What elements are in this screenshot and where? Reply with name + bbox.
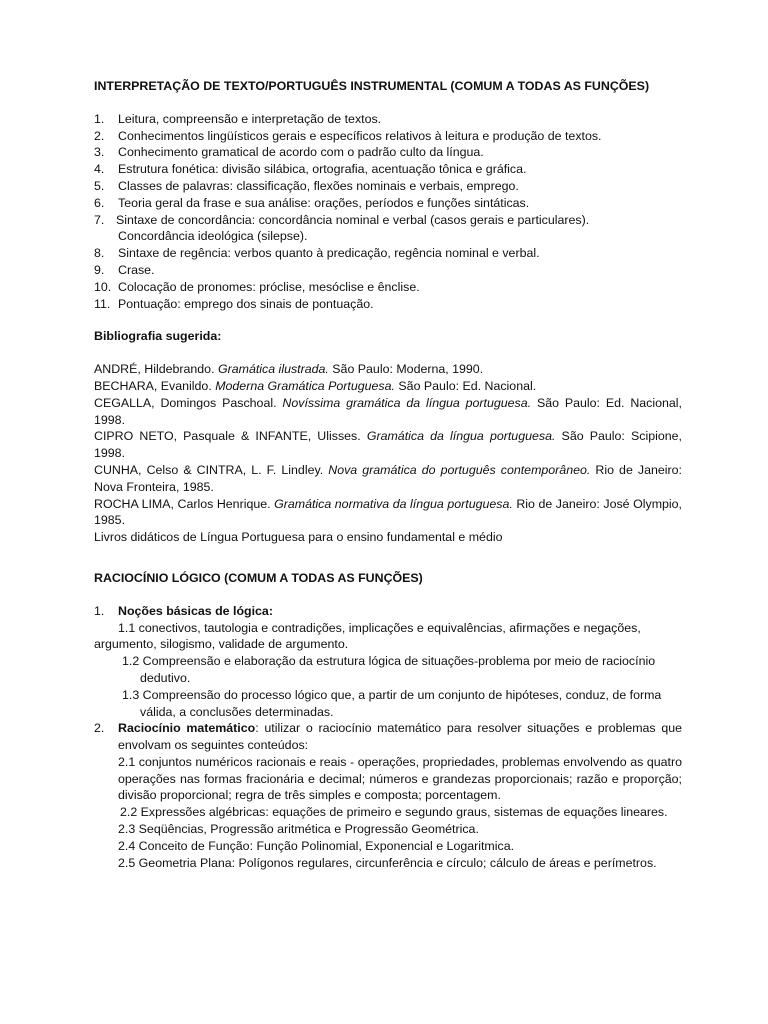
bibliography-entry: CEGALLA, Domingos Paschoal. Novíssima gramática da língua portuguesa. São Paulo: Ed. Nacional, 1998.: [94, 395, 682, 427]
bibliography-list: [94, 361, 682, 546]
list-item: 3. Conhecimento gramatical de acordo com o padrão culto da língua.: [94, 145, 484, 160]
list-item: 11. Pontuação: emprego dos sinais de pontuação.: [94, 296, 374, 311]
list-item-continuation: Concordância ideológica (silepse).: [118, 229, 308, 244]
item2-sub1: 2.1 conjuntos numéricos racionais e reais - operações, propriedades, problemas envolvendo as quatro operações nas formas fracionária e decimal; números e grandezas proporcionais; razão e proporção; divisão proporcional; regra de três simples e composta; porcentagem.: [118, 754, 682, 803]
list-item: 9. Crase.: [94, 262, 155, 277]
bibliography-title: Bibliografia sugerida:: [94, 329, 222, 344]
item2-sub2: 2.2 Expressões algébricas: equações de primeiro e segundo graus, sistemas de equações lineares.: [120, 805, 668, 820]
item2-sub4: 2.4 Conceito de Função: Função Polinomial, Exponencial e Logaritmica.: [118, 838, 515, 853]
bibliography-entry: ROCHA LIMA, Carlos Henrique. Gramática normativa da língua portuguesa. Rio de Janeiro: José Olympio, 1985.: [94, 496, 682, 528]
list-item: 7. Sintaxe de concordância: concordância nominal e verbal (casos gerais e particulares).: [94, 212, 590, 227]
item1-sub1: 1.1 conectivos, tautologia e contradições, implicações e equivalências, afirmações e negações, argumento, silogismo, validade de argumento.: [94, 620, 641, 652]
item1-sub3: 1.3 Compreensão do processo lógico que, a partir de um conjunto de hipóteses, conduz, de forma válida, a conclusões determinadas.: [122, 687, 662, 719]
list-item: 10. Colocação de pronomes: próclise, mesóclise e ênclise.: [94, 279, 420, 294]
section2-title: RACIOCÍNIO LÓGICO (COMUM A TODAS AS FUNÇÕES): [94, 570, 423, 585]
item2-sub3: 2.3 Seqüências, Progressão aritmética e Progressão Geométrica.: [118, 822, 479, 837]
bibliography-entry: CUNHA, Celso & CINTRA, L. F. Lindley. Nova gramática do português contemporâneo. Rio de Janeiro: Nova Fronteira, 1985.: [94, 462, 682, 494]
bibliography-note: Livros didáticos de Língua Portuguesa para o ensino fundamental e médio: [94, 530, 503, 545]
list-item: 2. Conhecimentos lingüísticos gerais e específicos relativos à leitura e produção de textos.: [94, 128, 602, 143]
section1-list: [94, 111, 682, 313]
item2-sub5: 2.5 Geometria Plana: Polígonos regulares, circunferência e círculo; cálculo de áreas e perímetros.: [118, 855, 657, 870]
section2-item2: 2. Raciocínio matemático: utilizar o raciocínio matemático para resolver situações e problemas que envolvam os seguintes conteúdos: 2.1 conjuntos numéricos racionais e reais - operações, propriedades, problemas envolvendo as quatro operações nas formas fracionária e decimal; números e grandezas proporcionais; razão e proporção; divisão proporcional; regra de três simples e composta; porcentagem. 2.2 Expressões algébricas: equações de primeiro e segundo graus, sistemas de equações lineares. 2.3 Seqüências, Progressão aritmética e Progressão Geométrica. 2.4 Conceito de Função: Função Polinomial, Exponencial e Logaritmica. 2.5 Geometria Plana: Polígonos regulares, circunferência e círculo; cálculo de áreas e perímetros.: [94, 721, 682, 870]
item1-label: Noções básicas de lógica:: [118, 603, 273, 618]
list-item: 4. Estrutura fonética: divisão silábica, ortografia, acentuação tônica e gráfica.: [94, 162, 527, 177]
bibliography-entry: BECHARA, Evanildo. Moderna Gramática Portuguesa. São Paulo: Ed. Nacional.: [94, 378, 537, 393]
document-page: [94, 78, 682, 871]
list-item: 6. Teoria geral da frase e sua análise: orações, períodos e funções sintáticas.: [94, 195, 530, 210]
bibliography-entry: CIPRO NETO, Pasquale & INFANTE, Ulisses. Gramática da língua portuguesa. São Paulo: Scipione, 1998.: [94, 429, 682, 461]
item2-label: Raciocínio matemático: [118, 721, 256, 736]
list-item: 1. Leitura, compreensão e interpretação de textos.: [94, 111, 382, 126]
bibliography-entry: ANDRÉ, Hildebrando. Gramática ilustrada. São Paulo: Moderna, 1990.: [94, 362, 484, 377]
section1-title: INTERPRETAÇÃO DE TEXTO/PORTUGUÊS INSTRUMENTAL (COMUM A TODAS AS FUNÇÕES): [94, 79, 650, 93]
item1-sub2: 1.2 Compreensão e elaboração da estrutura lógica de situações-problema por meio de raciocínio dedutivo.: [122, 654, 656, 685]
list-item: 8. Sintaxe de regência: verbos quanto à predicação, regência nominal e verbal.: [94, 246, 540, 261]
section2-item1: 1. Noções básicas de lógica: 1.1 conectivos, tautologia e contradições, implicações e equivalências, afirmações e negações, argumento, silogismo, validade de argumento. 1.2 Compreensão e elaboração da estrutura lógica de situações-problema por meio de raciocínio dedutivo. 1.3 Compreensão do processo lógico que, a partir de um conjunto de hipóteses, conduz, de forma válida, a conclusões determinadas.: [94, 603, 682, 721]
list-item: 5. Classes de palavras: classificação, flexões nominais e verbais, emprego.: [94, 178, 519, 193]
